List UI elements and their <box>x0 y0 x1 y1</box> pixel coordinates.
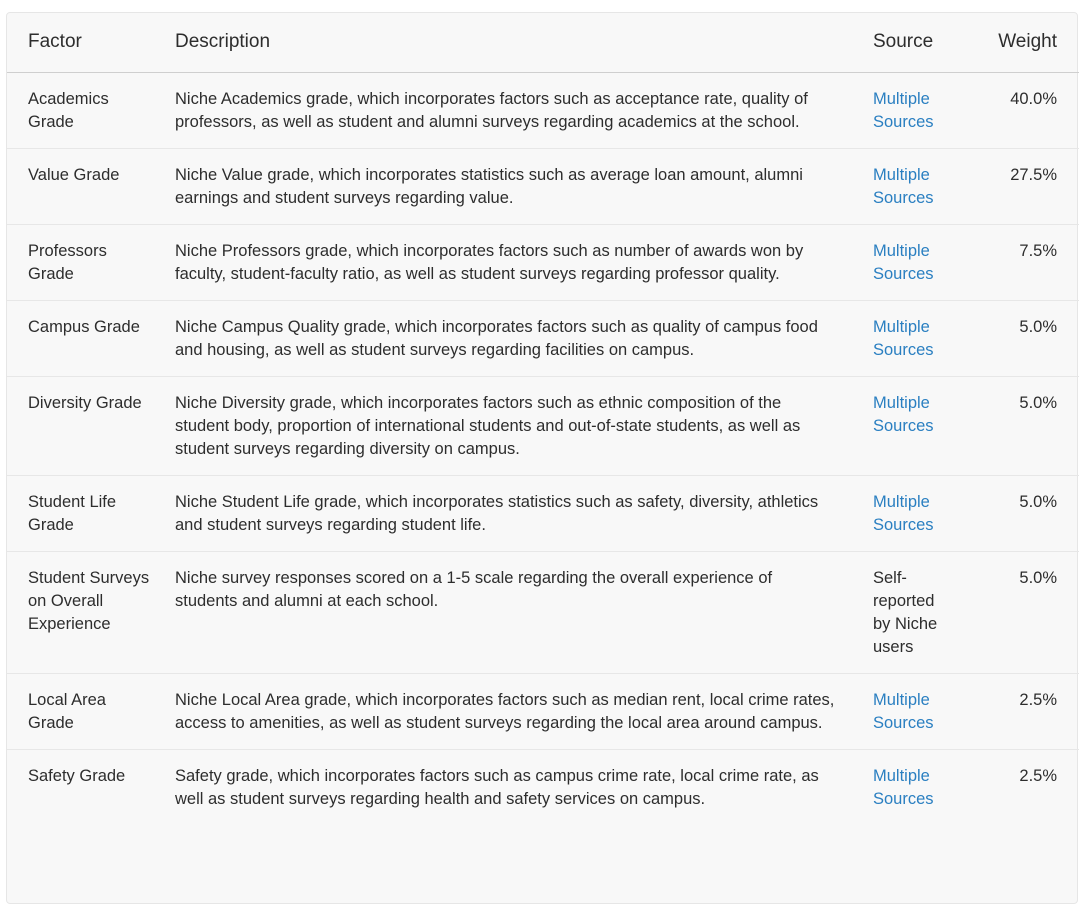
header-description: Description <box>154 13 851 72</box>
source-link[interactable]: Multiple Sources <box>873 492 934 534</box>
factors-table <box>7 13 1079 825</box>
factor-cell: Campus Grade <box>7 300 154 376</box>
description-cell: Safety grade, which incorporates factors such as campus crime rate, local crime rate, as well as student surveys regarding health and safety services on campus. <box>175 766 819 808</box>
factors-table-panel <box>6 12 1078 904</box>
description-cell: Niche Diversity grade, which incorporates factors such as ethnic composition of the student body, proportion of international students and out-of-state students, as well as student surveys regarding diversity on campus. <box>154 376 851 475</box>
description-cell: Niche survey responses scored on a 1-5 scale regarding the overall experience of students and alumni at each school. <box>154 551 851 673</box>
weight-cell: 2.5% <box>1019 766 1057 785</box>
factor-cell: Local Area Grade <box>7 673 154 749</box>
table-body <box>7 72 1079 825</box>
factor-cell: Student Life Grade <box>7 475 154 551</box>
description-cell: Niche Professors grade, which incorporates factors such as number of awards won by faculty, student-faculty ratio, as well as student surveys regarding professor quality. <box>154 224 851 300</box>
table-row <box>7 72 1079 148</box>
factor-cell: Safety Grade <box>28 766 126 785</box>
source-cell <box>851 376 962 475</box>
table-row <box>7 475 1079 551</box>
source-cell <box>851 72 962 148</box>
description-cell: Niche Student Life grade, which incorporates statistics such as safety, diversity, athletics and student surveys regarding student life. <box>154 475 851 551</box>
source-cell <box>851 148 962 224</box>
header-source: Source <box>851 13 962 72</box>
factor-cell: Student Surveys on Overall Experience <box>7 551 154 673</box>
source-cell <box>851 551 962 673</box>
source-cell <box>851 300 962 376</box>
table-row <box>7 148 1079 224</box>
source-link[interactable]: Multiple Sources <box>873 690 934 732</box>
weight-cell: 5.0% <box>962 376 1079 475</box>
table-row <box>7 673 1079 749</box>
table-row <box>7 551 1079 673</box>
source-text: Self-reported by Niche users <box>873 568 938 656</box>
weight-cell: 5.0% <box>962 300 1079 376</box>
table-row <box>7 749 1079 825</box>
description-cell: Niche Academics grade, which incorporates factors such as acceptance rate, quality of professors, as well as student and alumni surveys regarding academics at the school. <box>154 72 851 148</box>
source-link[interactable]: Multiple Sources <box>873 241 934 283</box>
table-row <box>7 376 1079 475</box>
header-row <box>7 13 1079 72</box>
weight-cell: 2.5% <box>962 673 1079 749</box>
header-factor: Factor <box>7 13 154 72</box>
source-link[interactable]: Multiple Sources <box>873 317 934 359</box>
description-cell: Niche Value grade, which incorporates statistics such as average loan amount, alumni earnings and student surveys regarding value. <box>154 148 851 224</box>
weight-cell: 27.5% <box>962 148 1079 224</box>
header-weight: Weight <box>962 13 1079 72</box>
source-link[interactable]: Multiple Sources <box>873 393 934 435</box>
weight-cell: 5.0% <box>962 475 1079 551</box>
source-cell <box>851 749 962 825</box>
table-row <box>7 224 1079 300</box>
weight-cell: 40.0% <box>962 72 1079 148</box>
source-cell <box>851 673 962 749</box>
weight-cell: 7.5% <box>962 224 1079 300</box>
table-row <box>7 300 1079 376</box>
description-cell: Niche Campus Quality grade, which incorporates factors such as quality of campus food and housing, as well as student surveys regarding facilities on campus. <box>154 300 851 376</box>
factor-cell: Academics Grade <box>7 72 154 148</box>
source-link[interactable]: Multiple Sources <box>873 766 934 808</box>
weight-cell: 5.0% <box>962 551 1079 673</box>
source-cell <box>851 224 962 300</box>
factor-cell: Value Grade <box>7 148 154 224</box>
description-cell: Niche Local Area grade, which incorporates factors such as median rent, local crime rates, access to amenities, as well as student surveys regarding the local area around campus. <box>154 673 851 749</box>
source-link[interactable]: Multiple Sources <box>873 165 934 207</box>
source-link[interactable]: Multiple Sources <box>873 89 934 131</box>
factor-cell: Diversity Grade <box>7 376 154 475</box>
table-header <box>7 13 1079 72</box>
factor-cell: Professors Grade <box>7 224 154 300</box>
source-cell <box>851 475 962 551</box>
